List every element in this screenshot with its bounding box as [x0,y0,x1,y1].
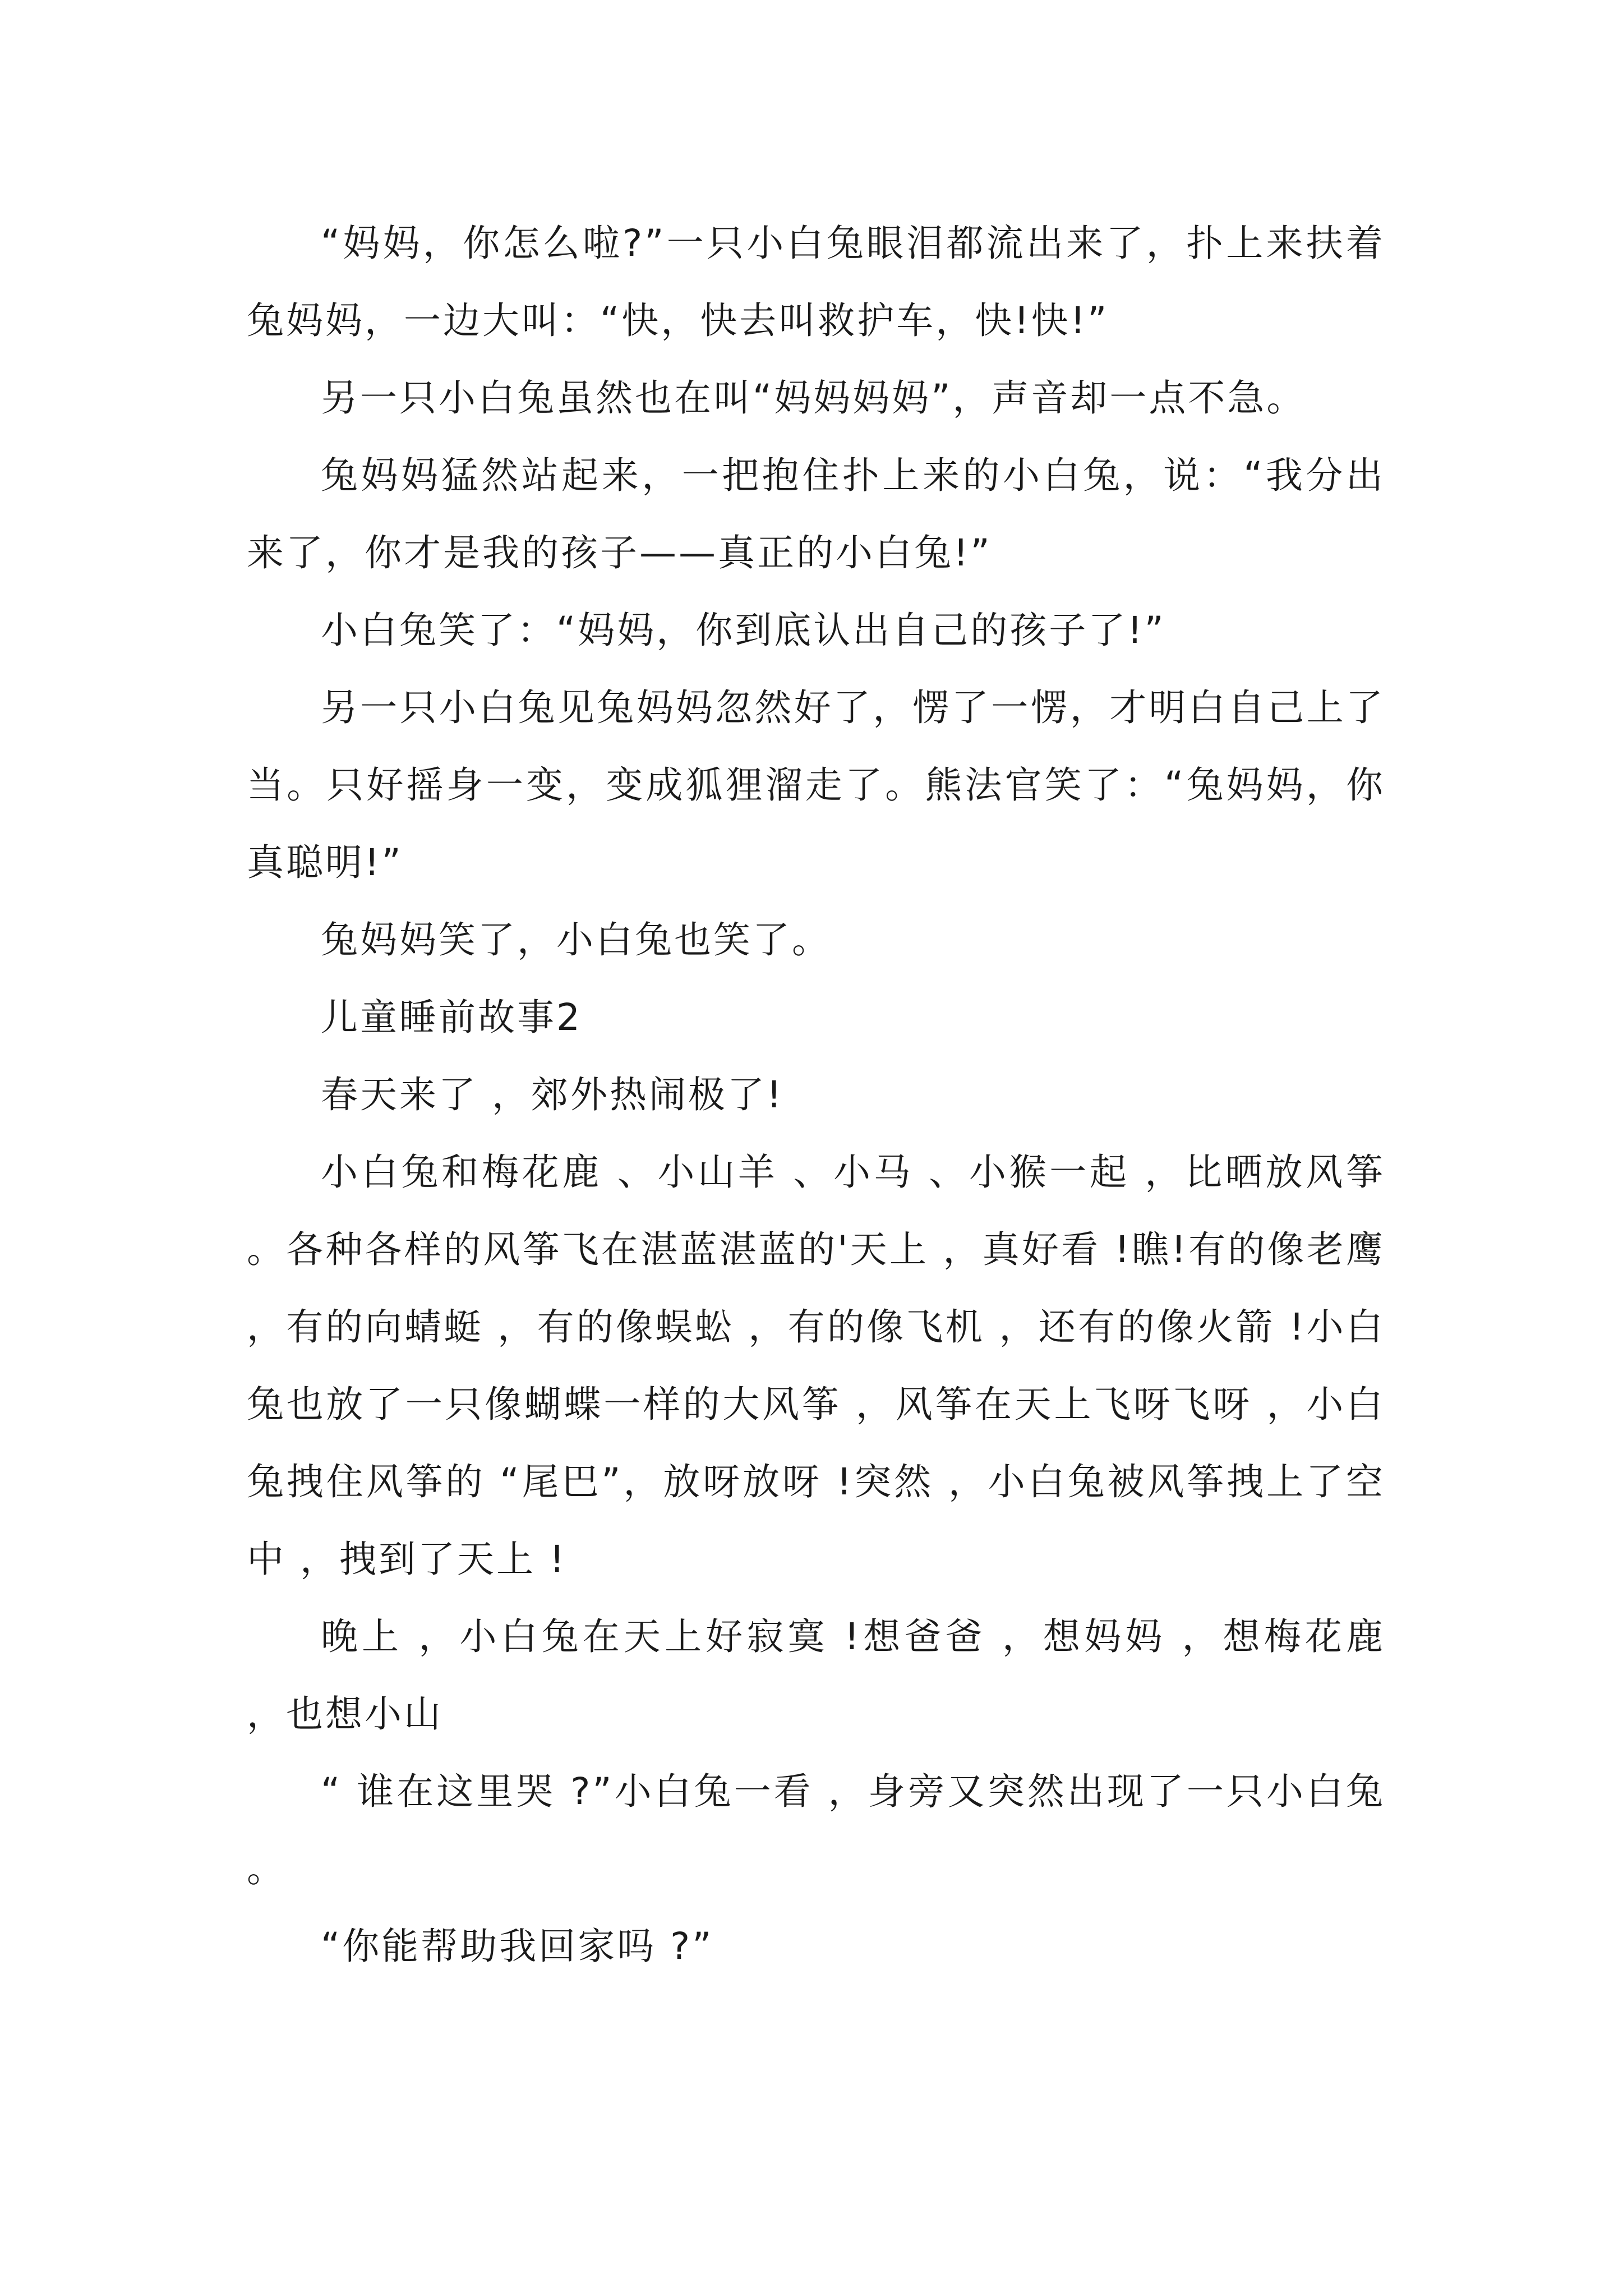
paragraph-4: 小白兔笑了：“妈妈，你到底认出自己的孩子了!” [321,609,1166,652]
document-body [247,205,1385,1985]
paragraph-5: 另一只小白兔见兔妈妈忽然好了，愣了一愣，才明白自己上了当。只好摇身一变，变成狐狸溜走了。熊法官笑了：“兔妈妈，你真聪明!” [247,686,1385,884]
paragraph-8: 小白兔和梅花鹿 、小山羊 、小马 、小猴一起 ，比晒放风筝 。各种各样的风筝飞在湛蓝湛蓝的'天上 ，真好看 !瞧!有的像老鹰 ，有的向蜻蜓 ，有的像蜈蚣 ，有的像飞机 ，还有的像火箭 !小白兔也放了一只像蝴蝶一样的大风筝 ，风筝在天上飞呀飞呀 ，小白兔拽住风筝的 “尾巴”，放呀放呀 !突然 ，小白兔被风筝拽上了空中 ，拽到了天上 ! [247,1151,1385,1581]
section-heading: 儿童睡前故事2 [321,996,582,1039]
paragraph-6: 兔妈妈笑了，小白兔也笑了。 [321,918,831,961]
paragraph-10: “ 谁在这里哭 ?”小白兔一看 ，身旁又突然出现了一只小白兔 。 [247,1770,1385,1890]
paragraph-2: 另一只小白兔虽然也在叫“妈妈妈妈”，声音却一点不急。 [321,376,1306,420]
paragraph-7: 春天来了 ，郊外热闹极了! [321,1073,784,1116]
paragraph-11: “你能帮助我回家吗 ?” [321,1925,714,1968]
paragraph-1: “妈妈，你怎么啦?”一只小白兔眼泪都流出来了，扑上来扶着兔妈妈，一边大叫：“快，快去叫救护车，快!快!” [247,222,1385,342]
paragraph-3: 兔妈妈猛然站起来，一把抱住扑上来的小白兔，说：“我分出来了，你才是我的孩子——真正的小白兔!” [247,454,1385,574]
paragraph-9: 晚上 ，小白兔在天上好寂寞 !想爸爸 ，想妈妈 ，想梅花鹿 ，也想小山 [247,1615,1385,1736]
